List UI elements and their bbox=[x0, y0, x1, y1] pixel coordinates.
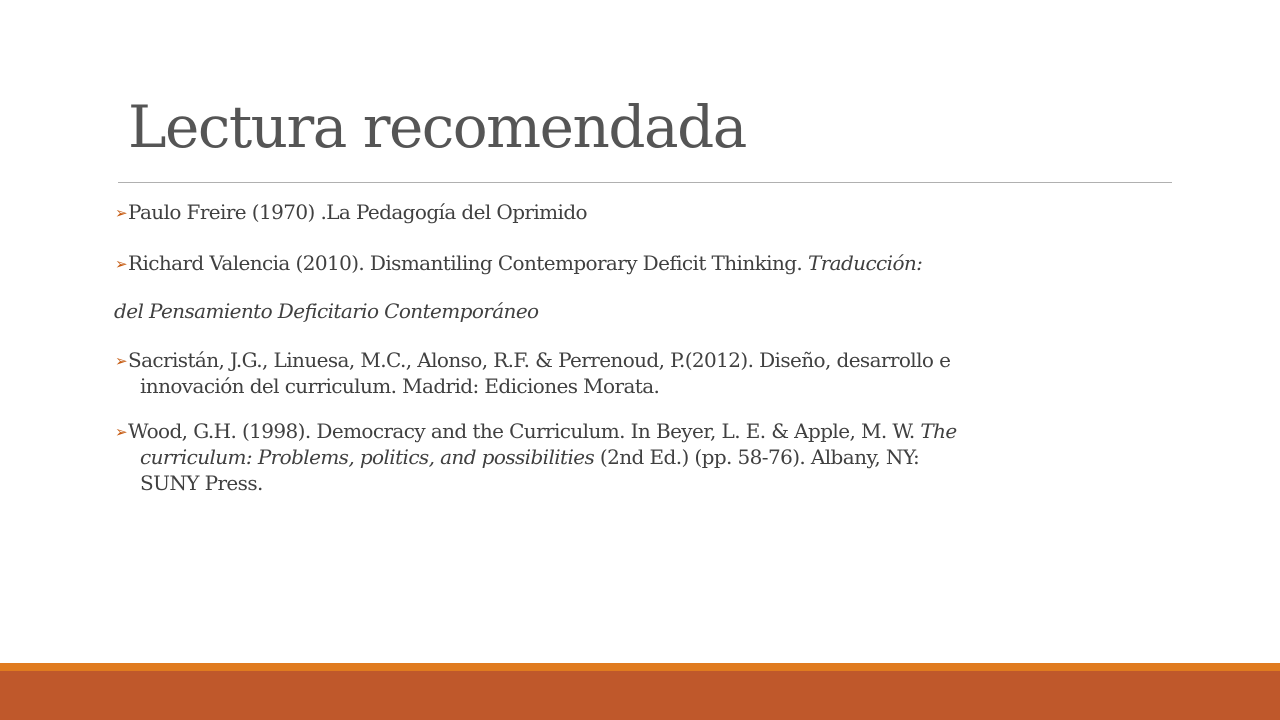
arrow-bullet-icon: ➢ bbox=[115, 204, 127, 222]
footer-accent-stripe bbox=[0, 663, 1280, 671]
list-item-italic-text: The bbox=[920, 419, 957, 443]
book-title-text: curriculum: Problems, politics, and possibilities bbox=[140, 445, 595, 469]
list-item-text-line2: innovación del curriculum. Madrid: Ediciones Morata. bbox=[140, 374, 660, 398]
reading-list bbox=[114, 199, 1174, 496]
list-item-text-line1: Sacristán, J.G., Linuesa, M.C., Alonso, R.F. & Perrenoud, P.(2012). Diseño, desarrollo e bbox=[128, 348, 951, 372]
list-item-freire bbox=[114, 199, 1174, 225]
list-item-text-line1: Wood, G.H. (1998). Democracy and the Curriculum. In Beyer, L. E. & Apple, M. W. bbox=[128, 419, 921, 443]
slide-title: Lectura recomendada bbox=[128, 93, 746, 161]
list-item-continuation: del Pensamiento Deficitario Contemporáneo bbox=[114, 299, 539, 323]
list-item-text: Richard Valencia (2010). Dismantiling Contemporary Deficit Thinking. bbox=[128, 251, 808, 275]
arrow-bullet-icon: ➢ bbox=[115, 352, 127, 370]
list-item-italic-text: Traducción: bbox=[807, 251, 923, 275]
list-item-text-line3: SUNY Press. bbox=[140, 471, 263, 495]
arrow-bullet-icon: ➢ bbox=[115, 423, 127, 441]
list-item-sacristan bbox=[114, 347, 1174, 399]
title-divider bbox=[118, 182, 1172, 183]
list-item-text-line2 bbox=[128, 444, 1174, 470]
arrow-bullet-icon: ➢ bbox=[115, 255, 127, 273]
list-item-wood bbox=[114, 418, 1174, 496]
footer-band bbox=[0, 671, 1280, 720]
list-item-valencia bbox=[114, 250, 1174, 276]
list-item-text: (2nd Ed.) (pp. 58-76). Albany, NY: bbox=[594, 445, 920, 469]
list-item-text: Paulo Freire (1970) .La Pedagogía del Oprimido bbox=[128, 200, 587, 224]
